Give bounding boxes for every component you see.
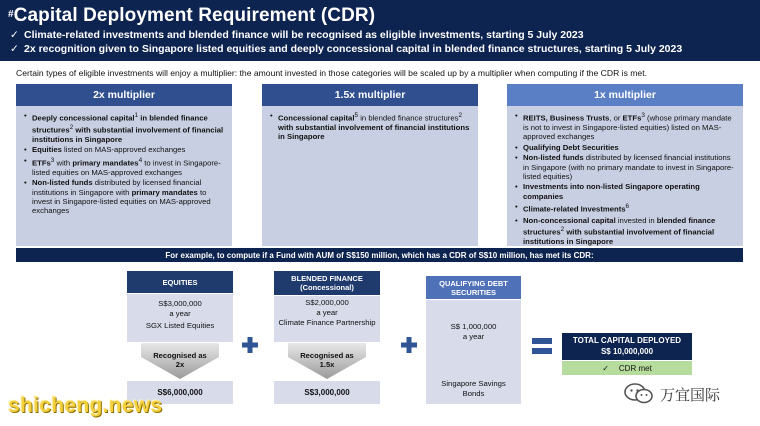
tier-1-5x-panel (262, 84, 478, 246)
header-point-2 (8, 42, 750, 56)
blended-finance-result: S$3,000,000 (274, 381, 380, 404)
tier-2x-item-3: • ETFs$^3$ with primary mandates$^4$ to invest in Singapore-listed equities on MAS-approved exchanges (24, 156, 225, 177)
equities-desc: SGX Listed Equities (145, 321, 215, 330)
qds-desc: Singapore Savings Bonds (441, 379, 506, 398)
tier-2x-panel (16, 84, 232, 246)
equities-result: S$6,000,000 (127, 381, 233, 404)
wechat-icon (624, 383, 654, 405)
tier-1x-item-2: • Qualifying Debt Securities (515, 143, 736, 152)
equities-multiplier-value: 2x (175, 360, 185, 369)
blended-finance-title: BLENDED FINANCE (291, 274, 363, 283)
total-label: TOTAL CAPITAL DEPLOYED (572, 336, 682, 345)
tier-1x-item-1: • REITS, Business Trusts, or ETFs$^3$ (whose primary mandate is not to invest in Singapore-listed equities) listed on MAS-approved exchanges (515, 111, 736, 141)
plus-icon (242, 337, 258, 353)
tier-1x-title: 1x multiplier (507, 84, 743, 106)
equities-amount: S$3,000,000 (158, 299, 202, 308)
tier-1-5x-item-1: • Concessional capital$^5$ in blended finance structures$^2$ with substantial involvement of financial institutions in Singapore (270, 111, 471, 141)
tier-1x-item-4: • Investments into non-listed Singapore operating companies (515, 182, 736, 200)
header-point-2-text: 2x recognition given to Singapore listed equities and deeply concessional capital in blended finance structures, starting 5 July 2023 (24, 43, 683, 55)
tier-1x-item-3: • Non-listed funds distributed by licensed financial institutions in Singapore (with no primary mandate to invest in Singapore-listed equities) (515, 153, 736, 181)
blended-finance-multiplier-label: Recognised as (300, 351, 354, 360)
page-title (8, 4, 750, 28)
blended-finance-desc: Climate Finance Partnership (278, 318, 376, 327)
total-amount: S$ 10,000,000 (600, 347, 654, 356)
header-point-1 (8, 28, 750, 42)
qds-title: QUALIFYING DEBT SECURITIES (439, 278, 508, 297)
blended-finance-multiplier (288, 351, 366, 369)
tier-1x-item-5: • Climate-related Investments$^6$ (515, 202, 736, 214)
qds-header (426, 276, 521, 299)
plus-icon (401, 337, 417, 353)
cdr-met-text: CDR met (618, 363, 652, 373)
qds-box (426, 300, 521, 404)
blended-finance-header (274, 271, 380, 295)
header-point-1-text: Climate-related investments and blended finance will be recognised as eligible investments, starting 5 July 2023 (24, 29, 584, 41)
tier-2x-title: 2x multiplier (16, 84, 232, 106)
check-icon: ✓ (10, 43, 19, 55)
equities-box (127, 294, 233, 342)
tier-1-5x-title: 1.5x multiplier (262, 84, 478, 106)
blended-finance-subtitle: (Concessional) (300, 283, 354, 292)
intro-text: Certain types of eligible investments will enjoy a multiplier: the amount invested in those categories will be scaled up by a multiplier when computing if the CDR is met. (16, 68, 647, 78)
tier-2x-item-2: • Equities listed on MAS-approved exchanges (24, 145, 225, 154)
blended-finance-amount: S$2,000,000 (305, 298, 349, 307)
example-banner: For example, to compute if a Fund with AUM of S$150 million, which has a CDR of S$10 million, has met its CDR: (16, 248, 743, 262)
qds-amount: S$ 1,000,000 (450, 322, 497, 331)
equals-icon (532, 338, 552, 355)
equities-period: a year (169, 308, 191, 318)
title-text: Capital Deployment Requirement (CDR) (13, 5, 376, 26)
check-icon: ✓ (602, 363, 609, 373)
tier-1x-panel (507, 84, 743, 246)
equities-multiplier-label: Recognised as (153, 351, 207, 360)
total-capital-box (562, 333, 692, 360)
watermark-right (624, 383, 720, 405)
title-mark: # (8, 9, 14, 20)
watermark-right-text: 万宜国际 (660, 386, 721, 404)
tier-1x-item-6: • Non-concessional capital invested in blended finance structures$^2$ with substantial involvement of financial institutions in Singapore (515, 216, 736, 246)
header-banner (0, 0, 760, 61)
cdr-met-badge (562, 361, 692, 375)
qds-period: a year (462, 331, 485, 341)
watermark-left: shicheng.news (8, 394, 163, 417)
equities-multiplier (141, 351, 219, 369)
equities-header (127, 271, 233, 293)
tier-2x-item-1: • Deeply concessional capital$^1$ in blended finance structures$^2$ with substantial involvement of financial institutions in Singapore (24, 111, 225, 144)
equities-title: EQUITIES (162, 277, 198, 287)
blended-finance-box (274, 296, 380, 342)
tier-2x-item-4: • Non-listed funds distributed by licensed financial institutions in Singapore with primary mandates to invest in Singapore-listed equities on MAS-approved exchanges (24, 178, 225, 215)
blended-finance-period: a year (316, 307, 338, 317)
check-icon: ✓ (10, 29, 19, 41)
blended-finance-multiplier-value: 1.5x (319, 360, 335, 369)
